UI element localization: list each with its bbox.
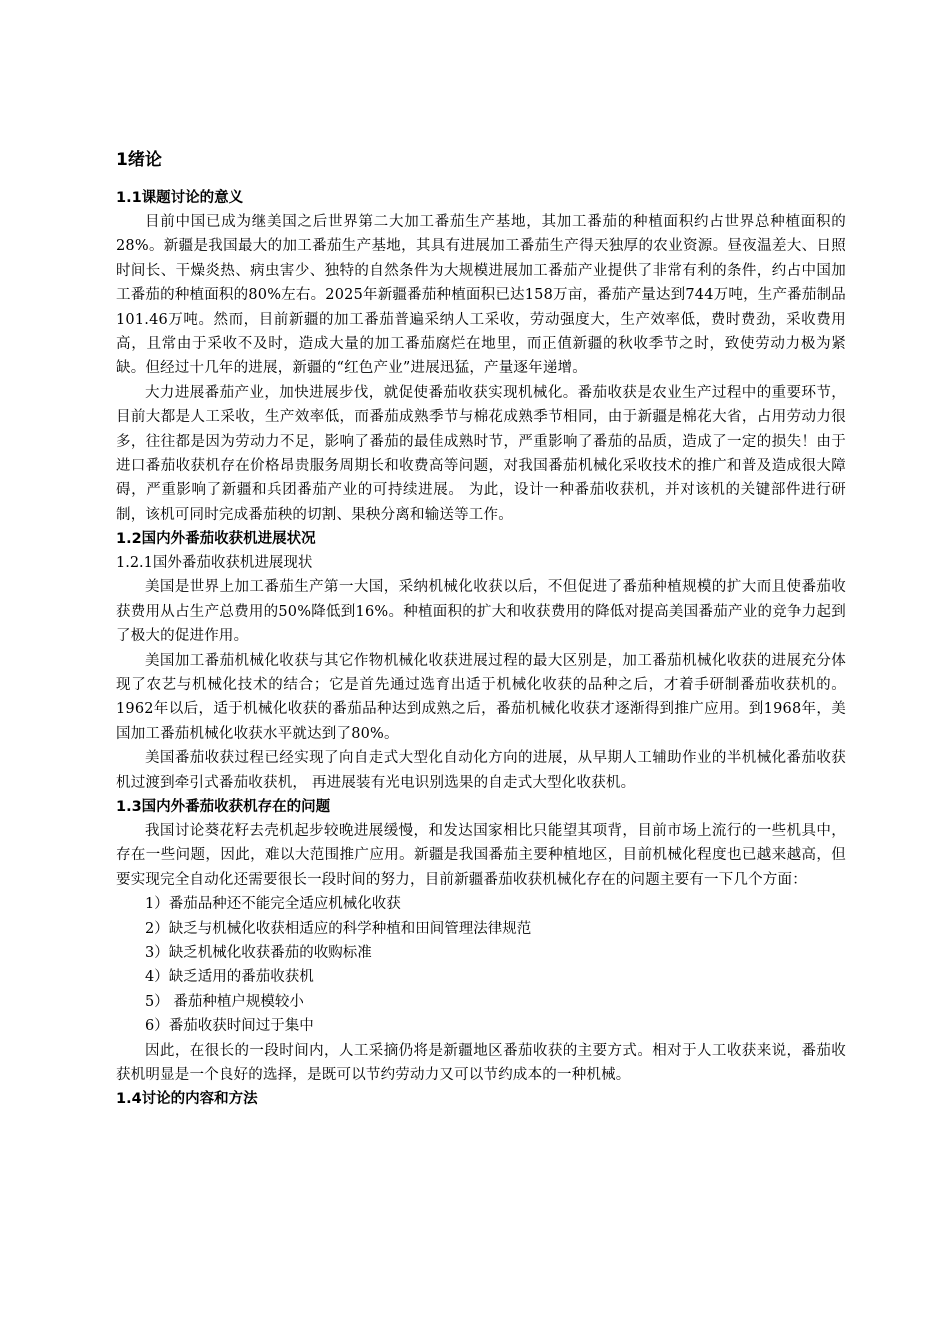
chapter-title: 1绪论 bbox=[116, 150, 162, 170]
document-page bbox=[116, 148, 846, 1111]
paragraph: 目前中国已成为继美国之后世界第二大加工番茄生产基地，其加工番茄的种植面积约占世界总种植面积的28%。新疆是我国最大的加工番茄生产基地，其具有进展加工番茄生产得天独厚的农业资源。昼夜温差大、日照时间长、干燥炎热、病虫害少、独特的自然条件为大规模进展加工番茄产业提供了非常有利的条件，约占中国加工番茄的种植面积的80%左右。2025年新疆番茄种植面积已达158万亩，番茄产量达到744万吨，生产番茄制品101.46万吨。然而，目前新疆的加工番茄普遍采纳人工采收，劳动强度大，生产效率低，费时费劲，采收费用高，且常由于采收不及时，造成大量的加工番茄腐烂在地里，而正值新疆的秋收季节之时，致使劳动力极为紧缺。但经过十几年的进展，新疆的“红色产业”进展迅猛，产量逐年递增。 bbox=[116, 214, 846, 377]
subsection-heading-1-2-1: 1.2.1国外番茄收获机进展现状 bbox=[116, 555, 313, 572]
paragraph: 大力进展番茄产业，加快进展步伐，就促使番茄收获实现机械化。番茄收获是农业生产过程中的重要环节，目前大都是人工采收，生产效率低，而番茄成熟季节与棉花成熟季节相同，由于新疆是棉花大省，占用劳动力很多，往往都是因为劳动力不足，影响了番茄的最佳成熟时节，严重影响了番茄的品质，造成了一定的损失！由于进口番茄收获机存在价格昂贵服务周期长和收费高等问题，对我国番茄机械化采收技术的推广和普及造成很大障碍，严重影响了新疆和兵团番茄产业的可持续进展。 为此，设计一种番茄收获机，并对该机的关键部件进行研制，该机可同时完成番茄秧的切割、果秧分离和输送等工作。 bbox=[116, 384, 846, 523]
section-heading-1-1: 1.1课题讨论的意义 bbox=[116, 190, 244, 206]
paragraph: 因此，在很长的一段时间内，人工采摘仍将是新疆地区番茄收获的主要方式。相对于人工收获来说，番茄收获机明显是一个良好的选择，是既可以节约劳动力又可以节约成本的一种机械。 bbox=[116, 1042, 846, 1083]
list-item: 4）缺乏适用的番茄收获机 bbox=[145, 969, 314, 986]
paragraph: 我国讨论葵花籽去壳机起步较晚进展缓慢，和发达国家相比只能望其项背，目前市场上流行的一些机具中，存在一些问题，因此，难以大范围推广应用。新疆是我国番茄主要种植地区，目前机械化程度也已越来越高，但要实现完全自动化还需要很长一段时间的努力，目前新疆番茄收获机械化存在的问题主要有一下几个方面： bbox=[116, 822, 846, 888]
section-heading-1-4: 1.4讨论的内容和方法 bbox=[116, 1091, 258, 1108]
paragraph: 美国番茄收获过程已经实现了向自走式大型化自动化方向的进展，从早期人工辅助作业的半机械化番茄收获机过渡到牵引式番茄收获机， 再进展装有光电识别选果的自走式大型化收获机。 bbox=[116, 750, 846, 791]
list-item: 2）缺乏与机械化收获相适应的科学种植和田间管理法律规范 bbox=[145, 920, 532, 937]
list-item: 6）番茄收获时间过于集中 bbox=[145, 1018, 314, 1035]
paragraph: 美国是世界上加工番茄生产第一大国，采纳机械化收获以后，不但促进了番茄种植规模的扩大而且使番茄收获费用从占生产总费用的50%降低到16%。种植面积的扩大和收获费用的降低对提高美国番茄产业的竞争力起到了极大的促进作用。 bbox=[116, 579, 846, 645]
list-item: 3）缺乏机械化收获番茄的收购标准 bbox=[145, 944, 372, 961]
list-item: 5） 番茄种植户规模较小 bbox=[145, 993, 304, 1010]
section-heading-1-3: 1.3国内外番茄收获机存在的问题 bbox=[116, 798, 331, 815]
section-heading-1-2: 1.2国内外番茄收获机进展状况 bbox=[116, 531, 316, 548]
list-item: 1）番茄品种还不能完全适应机械化收获 bbox=[145, 896, 401, 913]
paragraph: 美国加工番茄机械化收获与其它作物机械化收获进展过程的最大区别是，加工番茄机械化收获的进展充分体现了农艺与机械化技术的结合；它是首先通过选育出适于机械化收获的品种之后，才着手研制番茄收获机的。1962年以后，适于机械化收获的番茄品种达到成熟之后，番茄机械化收获才逐渐得到推广应用。到1968年，美国加工番茄机械化收获水平就达到了80%。 bbox=[116, 652, 846, 742]
